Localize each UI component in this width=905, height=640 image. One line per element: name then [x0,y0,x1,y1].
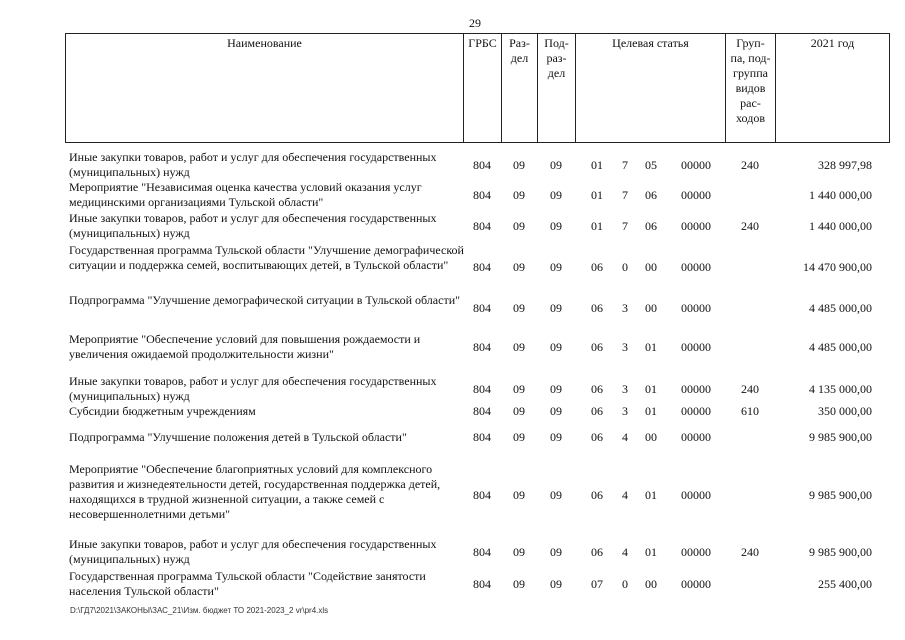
row-t4: 00000 [681,158,711,172]
row-pr: 09 [550,488,562,502]
row-amount: 1 440 000,00 [809,219,872,233]
row-t4: 00000 [681,488,711,502]
row-t2: 3 [622,340,628,354]
row-amount: 350 000,00 [818,404,872,418]
row-t4: 00000 [681,219,711,233]
row-grbs: 804 [473,488,491,502]
row-name: Мероприятие "Обеспечение благоприятных условий для комплексного развития и жизнедеятельности детей, государственная поддержка детей, находящихся в трудной жизненной ситуации, а также семей с несовершеннолетними детьми" [69,462,441,521]
row-t1: 06 [591,488,603,502]
row-t1: 06 [591,404,603,418]
row-vr: 240 [741,219,759,233]
row-name: Мероприятие "Независимая оценка качества условий оказания услуг медицинскими организациями Тульской области" [69,180,422,209]
row-amount: 14 470 900,00 [803,260,872,274]
header-year: 2021 год [810,36,855,50]
row-t4: 00000 [681,382,711,396]
row-t3: 00 [645,577,657,591]
row-t1: 06 [591,260,603,274]
row-t4: 00000 [681,545,711,559]
row-rz: 09 [513,219,525,233]
row-pr: 09 [550,577,562,591]
header-podrazdel: Под- раз- дел [538,34,576,142]
row-rz: 09 [513,158,525,172]
row-amount: 328 997,98 [818,158,872,172]
row-t1: 06 [591,382,603,396]
row-name: Подпрограмма "Улучшение демографической ситуации в Тульской области" [69,293,461,307]
header-name: Наименование [66,34,464,142]
row-t2: 4 [622,488,628,502]
row-rz: 09 [513,301,525,315]
row-t4: 00000 [681,188,711,202]
row-t2: 7 [622,188,628,202]
row-t2: 0 [622,260,628,274]
row-t2: 4 [622,545,628,559]
row-t4: 00000 [681,577,711,591]
row-pr: 09 [550,301,562,315]
row-t3: 06 [645,219,657,233]
row-name: Иные закупки товаров, работ и услуг для обеспечения государственных (муниципальных) нужд [69,537,437,566]
row-rz: 09 [513,577,525,591]
row-amount: 4 485 000,00 [809,340,872,354]
row-rz: 09 [513,430,525,444]
row-grbs: 804 [473,260,491,274]
row-pr: 09 [550,545,562,559]
header-group: Груп- па, под- группа видов рас- ходов [726,34,776,142]
row-t2: 7 [622,219,628,233]
row-name: Иные закупки товаров, работ и услуг для обеспечения государственных (муниципальных) нужд [69,374,437,403]
row-t2: 0 [622,577,628,591]
row-grbs: 804 [473,340,491,354]
row-t3: 01 [645,488,657,502]
row-pr: 09 [550,340,562,354]
row-grbs: 804 [473,382,491,396]
row-t3: 00 [645,260,657,274]
row-t3: 00 [645,301,657,315]
row-vr: 610 [741,404,759,418]
row-name: Мероприятие "Обеспечение условий для повышения рождаемости и увеличения ожидаемой продолжительности жизни" [69,332,421,361]
row-pr: 09 [550,188,562,202]
row-pr: 09 [550,260,562,274]
row-t1: 06 [591,301,603,315]
row-grbs: 804 [473,577,491,591]
row-t1: 07 [591,577,603,591]
row-t1: 01 [591,219,603,233]
row-rz: 09 [513,404,525,418]
row-rz: 09 [513,340,525,354]
row-t4: 00000 [681,404,711,418]
row-t2: 7 [622,158,628,172]
row-grbs: 804 [473,219,491,233]
row-grbs: 804 [473,188,491,202]
header-razdel: Раз- дел [502,34,538,142]
header-target: Целевая статья [576,34,726,142]
row-name: Подпрограмма "Улучшение положения детей в Тульской области" [69,430,407,444]
row-t4: 00000 [681,260,711,274]
row-grbs: 804 [473,404,491,418]
row-rz: 09 [513,545,525,559]
row-pr: 09 [550,404,562,418]
row-name: Государственная программа Тульской области "Улучшение демографической ситуации и поддержка семей, воспитывающих детей, в Тульской области" [69,243,464,272]
row-vr: 240 [741,382,759,396]
row-vr: 240 [741,545,759,559]
row-t3: 01 [645,340,657,354]
row-pr: 09 [550,219,562,233]
row-vr: 240 [741,158,759,172]
row-t1: 06 [591,545,603,559]
row-t3: 00 [645,430,657,444]
row-t1: 06 [591,340,603,354]
row-pr: 09 [550,430,562,444]
row-amount: 4 135 000,00 [809,382,872,396]
row-name: Субсидии бюджетным учреждениям [69,404,256,418]
row-t2: 3 [622,404,628,418]
row-pr: 09 [550,158,562,172]
row-amount: 9 985 900,00 [809,430,872,444]
row-t2: 4 [622,430,628,444]
row-grbs: 804 [473,430,491,444]
file-path: D:\ГД7\2021\ЗАКОНЫ\ЗАС_21\Изм. бюджет ТО 2021-2023_2 vr\pr4.xls [70,606,329,615]
row-t2: 3 [622,301,628,315]
row-t3: 01 [645,404,657,418]
row-name: Иные закупки товаров, работ и услуг для обеспечения государственных (муниципальных) нужд [69,211,437,240]
row-amount: 4 485 000,00 [809,301,872,315]
row-pr: 09 [550,382,562,396]
row-t3: 01 [645,545,657,559]
row-amount: 255 400,00 [818,577,872,591]
table-header [65,33,890,143]
row-t4: 00000 [681,430,711,444]
row-rz: 09 [513,488,525,502]
row-t3: 05 [645,158,657,172]
row-rz: 09 [513,188,525,202]
row-rz: 09 [513,382,525,396]
row-t3: 01 [645,382,657,396]
row-grbs: 804 [473,545,491,559]
row-name: Иные закупки товаров, работ и услуг для обеспечения государственных (муниципальных) нужд [69,150,437,179]
row-t4: 00000 [681,301,711,315]
row-rz: 09 [513,260,525,274]
page-number: 29 [469,16,481,30]
row-t1: 06 [591,430,603,444]
row-amount: 9 985 900,00 [809,488,872,502]
row-t2: 3 [622,382,628,396]
row-t1: 01 [591,188,603,202]
row-name: Государственная программа Тульской области "Содействие занятости населения Тульской области" [69,569,426,598]
header-grbs: ГРБС [464,34,502,142]
row-t4: 00000 [681,340,711,354]
row-t1: 01 [591,158,603,172]
row-amount: 1 440 000,00 [809,188,872,202]
row-amount: 9 985 900,00 [809,545,872,559]
row-t3: 06 [645,188,657,202]
row-grbs: 804 [473,158,491,172]
row-grbs: 804 [473,301,491,315]
